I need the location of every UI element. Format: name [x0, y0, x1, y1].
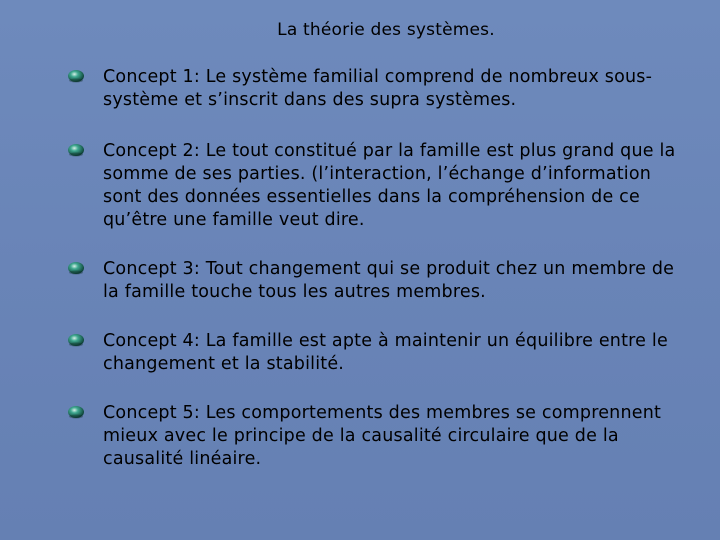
sphere-bullet-icon	[66, 332, 86, 346]
bullet-text: Concept 4: La famille est apte à maintenir un équilibre entre le changement et la stabilité.	[103, 331, 668, 374]
slide-title: La théorie des systèmes.	[277, 20, 495, 40]
sphere-bullet-icon	[66, 68, 86, 82]
bullet-text: Concept 1: Le système familial comprend de nombreux sous-système et s’inscrit dans des supra systèmes.	[103, 67, 653, 110]
bullet-text: Concept 2: Le tout constitué par la famille est plus grand que la somme de ses parties. (l’interaction, l’échange d’information sont des données essentielles dans la compréhension de ce qu’être une famille veut dire.	[103, 141, 676, 230]
bullet-text: Concept 5: Les comportements des membres se comprennent mieux avec le principe de la causalité circulaire que de la causalité linéaire.	[103, 403, 662, 469]
bullet-item-3	[66, 258, 686, 304]
sphere-bullet-icon	[66, 404, 86, 418]
sphere-bullet-icon	[66, 260, 86, 274]
sphere-bullet-icon	[66, 142, 86, 156]
bullet-item-2	[66, 140, 686, 232]
bullet-item-5	[66, 402, 686, 471]
bullet-item-1	[66, 66, 686, 112]
bullet-text: Concept 3: Tout changement qui se produit chez un membre de la famille touche tous les autres membres.	[103, 259, 675, 302]
bullet-item-4	[66, 330, 686, 376]
